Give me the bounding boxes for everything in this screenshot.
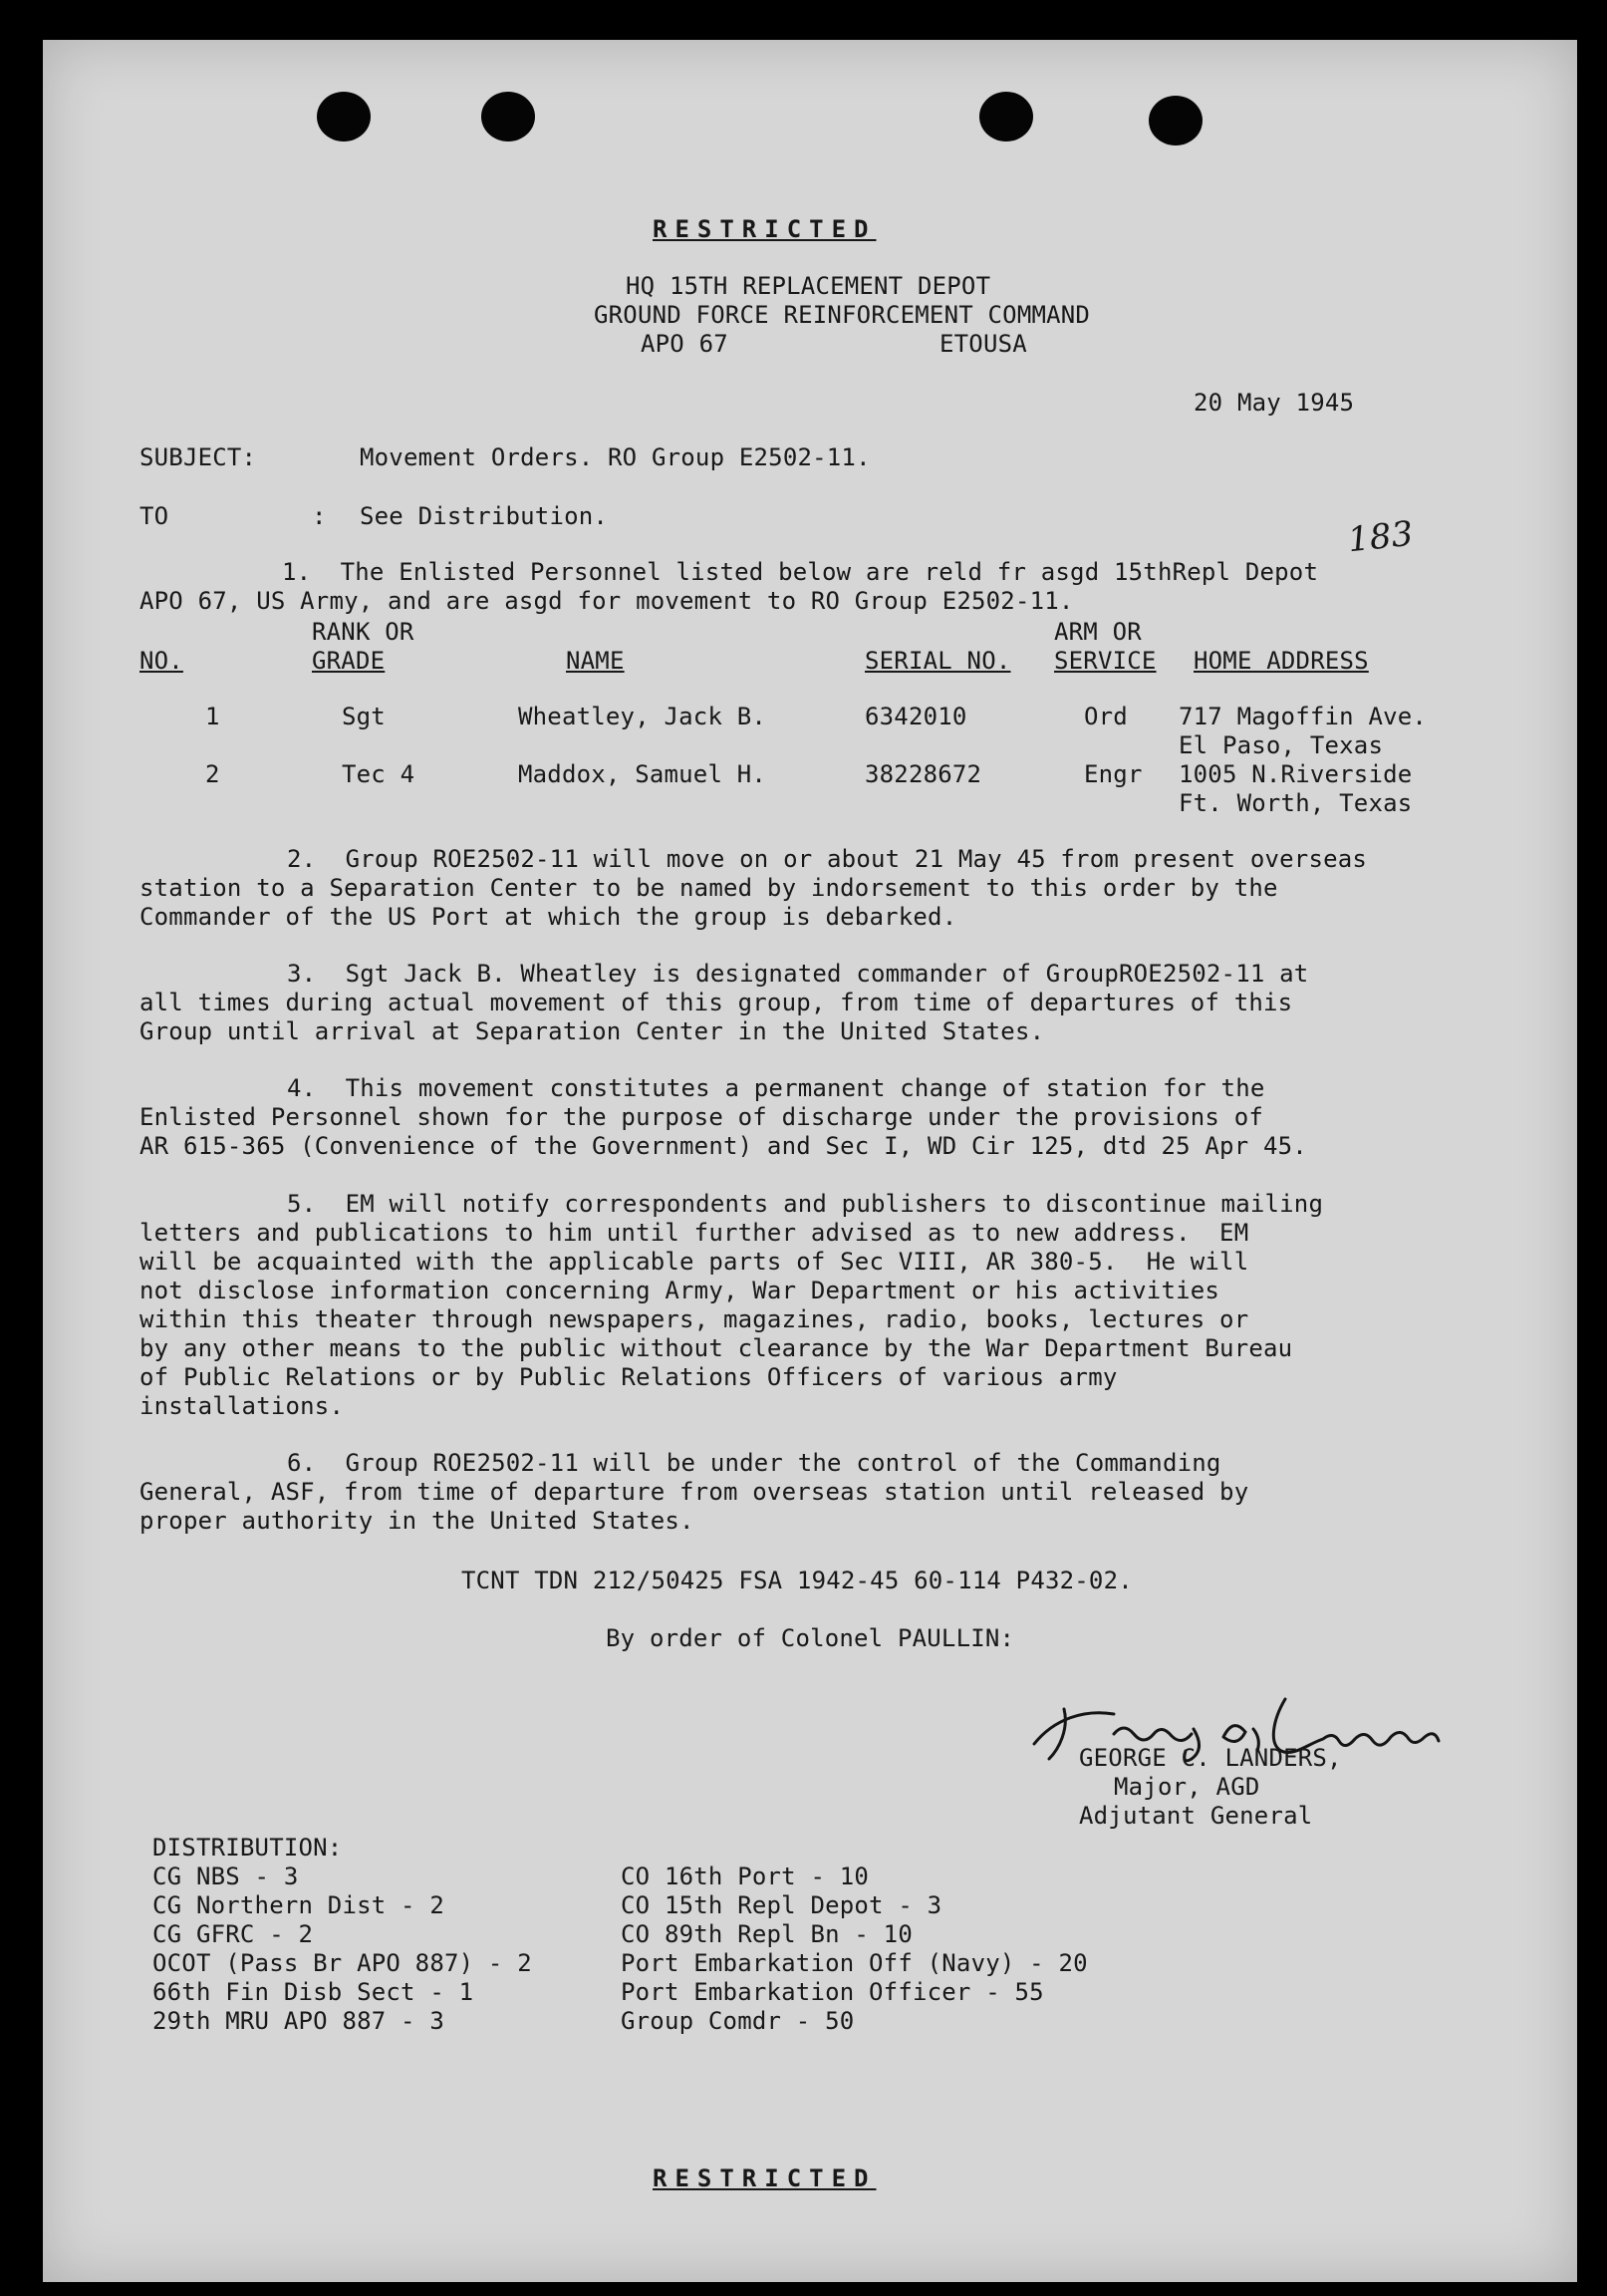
para1-line2: APO 67, US Army, and are asgd for movement to RO Group E2502-11.	[139, 587, 1074, 615]
paragraph-line: by any other means to the public without clearance by the War Department Bureau	[139, 1334, 1293, 1362]
list-item: Group Comdr - 50	[621, 2007, 855, 2035]
header-serial: SERIAL NO.	[865, 647, 1011, 675]
paragraph-line: 5. EM will notify correspondents and publishers to discontinue mailing	[287, 1190, 1324, 1218]
punch-hole	[1149, 96, 1203, 145]
classification-top: RESTRICTED	[653, 215, 877, 243]
row-service: Engr	[1084, 760, 1143, 788]
paragraph-line: not disclose information concerning Army, War Department or his activities	[139, 1277, 1220, 1304]
punch-hole	[481, 92, 535, 142]
header-name: NAME	[566, 647, 625, 675]
paragraph-line: within this theater through newspapers, magazines, radio, books, lectures or	[139, 1305, 1249, 1333]
signer-title: Adjutant General	[1079, 1802, 1313, 1830]
row-name: Maddox, Samuel H.	[518, 760, 767, 788]
signer-rank: Major, AGD	[1114, 1773, 1260, 1801]
subject-label: SUBJECT:	[139, 443, 257, 471]
handwritten-page-number: 183	[1346, 513, 1416, 561]
paragraph-line: Group until arrival at Separation Center in the United States.	[139, 1017, 1045, 1045]
paragraph-line: letters and publications to him until further advised as to new address. EM	[139, 1219, 1249, 1247]
document-page	[43, 40, 1577, 2282]
row-address-line2: El Paso, Texas	[1179, 731, 1384, 759]
paragraph-line: proper authority in the United States.	[139, 1507, 694, 1535]
list-item: CG NBS - 3	[152, 1863, 299, 1890]
list-item: Port Embarkation Officer - 55	[621, 1978, 1044, 2006]
by-order-line: By order of Colonel PAULLIN:	[606, 1624, 1015, 1652]
to-text: See Distribution.	[360, 502, 609, 530]
list-item: OCOT (Pass Br APO 887) - 2	[152, 1949, 532, 1977]
header-rank-top: RANK OR	[312, 618, 414, 646]
row-address-line1: 1005 N.Riverside	[1179, 760, 1413, 788]
signer-name: GEORGE C. LANDERS,	[1079, 1744, 1342, 1772]
row-address-line2: Ft. Worth, Texas	[1179, 789, 1413, 817]
row-grade: Tec 4	[342, 760, 415, 788]
list-item: CO 16th Port - 10	[621, 1863, 870, 1890]
paragraph-line: Enlisted Personnel shown for the purpose of discharge under the provisions of	[139, 1103, 1263, 1131]
paragraph-line: 4. This movement constitutes a permanent change of station for the	[287, 1074, 1265, 1102]
to-colon: :	[312, 502, 327, 530]
paragraph-line: 2. Group ROE2502-11 will move on or about 21 May 45 from present overseas	[287, 845, 1368, 873]
list-item: CO 89th Repl Bn - 10	[621, 1920, 913, 1948]
row-serial: 6342010	[865, 703, 967, 730]
list-item: CG Northern Dist - 2	[152, 1891, 444, 1919]
paragraph-line: 3. Sgt Jack B. Wheatley is designated commander of GroupROE2502-11 at	[287, 960, 1309, 988]
header-line2: GROUND FORCE REINFORCEMENT COMMAND	[594, 301, 1091, 329]
paragraph-line: all times during actual movement of this group, from time of departures of this	[139, 989, 1293, 1016]
row-no: 2	[205, 760, 220, 788]
header-apo: APO 67	[641, 330, 728, 358]
header-arm-top: ARM OR	[1054, 618, 1142, 646]
punch-hole	[979, 92, 1033, 142]
tcnt-line: TCNT TDN 212/50425 FSA 1942-45 60-114 P432-02.	[461, 1567, 1133, 1594]
subject-text: Movement Orders. RO Group E2502-11.	[360, 443, 871, 471]
header-line1: HQ 15TH REPLACEMENT DEPOT	[626, 272, 991, 300]
paragraph-line: AR 615-365 (Convenience of the Government) and Sec I, WD Cir 125, dtd 25 Apr 45.	[139, 1132, 1307, 1160]
paragraph-line: 6. Group ROE2502-11 will be under the control of the Commanding	[287, 1449, 1221, 1477]
paragraph-line: installations.	[139, 1392, 345, 1420]
to-label: TO	[139, 502, 169, 530]
paragraph-line: of Public Relations or by Public Relations Officers of various army	[139, 1363, 1118, 1391]
list-item: 29th MRU APO 887 - 3	[152, 2007, 444, 2035]
paragraph-line: Commander of the US Port at which the group is debarked.	[139, 903, 957, 931]
distribution-label: DISTRIBUTION:	[152, 1834, 343, 1862]
document-date: 20 May 1945	[1194, 389, 1355, 417]
row-grade: Sgt	[342, 703, 386, 730]
para1-line1: 1. The Enlisted Personnel listed below are reld fr asgd 15thRepl Depot	[282, 558, 1319, 586]
list-item: 66th Fin Disb Sect - 1	[152, 1978, 474, 2006]
header-grade: GRADE	[312, 647, 386, 675]
header-service: SERVICE	[1054, 647, 1157, 675]
classification-bottom: RESTRICTED	[653, 2164, 877, 2192]
paragraph-line: station to a Separation Center to be named by indorsement to this order by the	[139, 874, 1278, 902]
header-home-address: HOME ADDRESS	[1194, 647, 1369, 675]
list-item: CG GFRC - 2	[152, 1920, 314, 1948]
row-serial: 38228672	[865, 760, 982, 788]
header-no: NO.	[139, 647, 183, 675]
row-service: Ord	[1084, 703, 1128, 730]
row-address-line1: 717 Magoffin Ave.	[1179, 703, 1428, 730]
list-item: CO 15th Repl Depot - 3	[621, 1891, 942, 1919]
header-theater: ETOUSA	[939, 330, 1027, 358]
punch-hole	[317, 92, 371, 142]
row-name: Wheatley, Jack B.	[518, 703, 767, 730]
paragraph-line: General, ASF, from time of departure from overseas station until released by	[139, 1478, 1249, 1506]
list-item: Port Embarkation Off (Navy) - 20	[621, 1949, 1088, 1977]
paragraph-line: will be acquainted with the applicable parts of Sec VIII, AR 380-5. He will	[139, 1248, 1249, 1276]
row-no: 1	[205, 703, 220, 730]
